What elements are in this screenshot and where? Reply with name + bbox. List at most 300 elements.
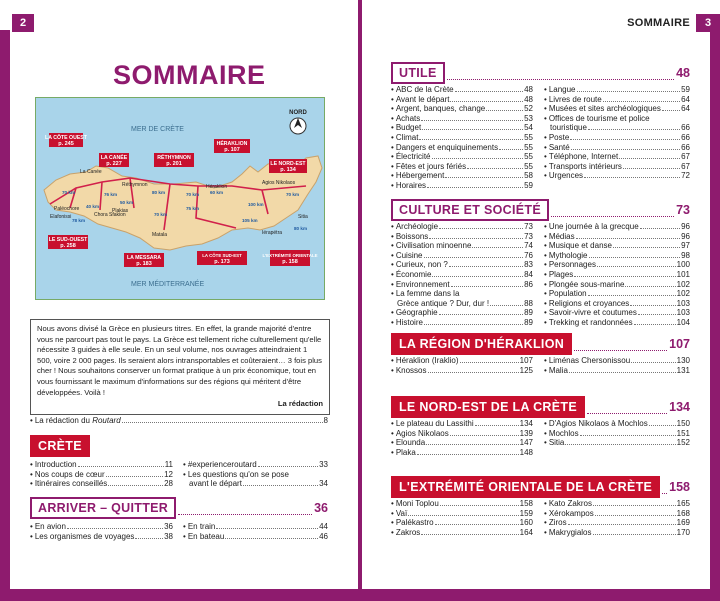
toc-entry[interactable]: • ABC de la Crète 48 <box>391 85 533 94</box>
toc-entry[interactable]: • Sitia 152 <box>544 438 690 448</box>
section-page: 73 <box>676 203 690 217</box>
toc-page: 72 <box>681 171 690 181</box>
toc-label: Plaka <box>395 447 416 457</box>
toc-page: 159 <box>519 508 533 518</box>
map-town-label: Sitia <box>298 214 308 220</box>
toc-entry[interactable]: • Musique et danse 97 <box>544 241 690 251</box>
arriver-col-1 <box>30 522 173 541</box>
toc-entry[interactable]: • Budget 54 <box>391 123 533 133</box>
intro-signature: La rédaction <box>277 399 323 409</box>
page-edge-left <box>0 30 10 589</box>
section-arriver[interactable] <box>30 497 328 519</box>
toc-label: Sitia <box>548 438 565 448</box>
toc-page: 73 <box>524 222 533 231</box>
map-town-label: Paléochore <box>54 206 80 212</box>
toc-entry[interactable]: • Palékastro 160 <box>391 518 533 528</box>
toc-page: 59 <box>681 85 690 94</box>
redaction-label: La rédaction du <box>34 416 93 425</box>
toc-label: Les questions qu'on se pose <box>187 469 289 479</box>
toc-page: 46 <box>319 531 328 541</box>
svg-text:LE SUD-OUEST: LE SUD-OUEST <box>48 237 88 243</box>
page-edge-right <box>710 30 720 589</box>
toc-entry[interactable]: • Achats 53 <box>391 113 533 123</box>
toc-page: 54 <box>524 123 533 133</box>
toc-page: 59 <box>524 180 533 190</box>
toc-label: Plongée sous-marine <box>548 279 625 289</box>
toc-entry[interactable]: • Électricité 55 <box>391 152 533 162</box>
crete-map <box>35 97 325 300</box>
toc-page: 11 <box>164 460 173 469</box>
running-head: SOMMAIRE <box>627 17 690 29</box>
toc-page: 148 <box>519 447 533 457</box>
toc-entry[interactable]: • La femme dans la Grèce antique ? Dur, dur ! 88 <box>391 289 533 308</box>
toc-page: 55 <box>524 142 533 152</box>
toc-label: Dangers et enquiquinements <box>395 142 499 152</box>
arriver-col-2 <box>183 522 328 541</box>
map-town-label: Chora Sfakion <box>94 212 126 218</box>
toc-entry[interactable]: • Héraklion (Iraklio) 107 <box>391 356 533 365</box>
toc-page: 100 <box>676 260 690 270</box>
toc-entry[interactable]: • Boissons 73 <box>391 231 533 241</box>
toc-page: 134 <box>519 419 533 428</box>
redaction-entry[interactable]: • La rédaction du Routard 8 <box>30 416 328 425</box>
toc-page: 33 <box>319 460 328 469</box>
section-4[interactable] <box>391 396 690 418</box>
toc-label: Musées et sites archéologiques <box>548 104 661 114</box>
toc-page: 89 <box>524 308 533 318</box>
map-region-label[interactable] <box>48 235 88 249</box>
toc-label: Environnement <box>395 279 450 289</box>
toc-label: Fêtes et jours fériés <box>395 161 467 171</box>
toc-entry[interactable]: • Archéologie 73 <box>391 222 533 231</box>
toc-page: 55 <box>524 161 533 171</box>
compass-icon <box>289 110 307 134</box>
section-heading: ARRIVER – QUITTER <box>30 497 176 519</box>
toc-label: Introduction <box>34 460 77 469</box>
toc-label: #experienceroutard <box>187 460 257 469</box>
toc-page: 73 <box>524 231 533 241</box>
section-page: 158 <box>669 480 690 494</box>
section-page: 48 <box>676 66 690 80</box>
map-region-label[interactable] <box>154 153 194 167</box>
toc-page: 34 <box>319 479 328 489</box>
map-town-label: Elafonissi <box>50 214 72 220</box>
toc-page: 103 <box>676 298 690 308</box>
toc-page: 98 <box>681 250 690 260</box>
toc-entry[interactable]: • Civilisation minoenne 74 <box>391 241 533 251</box>
toc-label: Mochlos <box>548 428 579 438</box>
toc-entry[interactable]: • Poste 66 <box>544 132 690 142</box>
toc-entry[interactable]: • Santé 66 <box>544 142 690 152</box>
toc-label: Archéologie <box>395 222 439 231</box>
section-heading: L'EXTRÉMITÉ ORIENTALE DE LA CRÈTE <box>391 476 660 498</box>
toc-entry[interactable]: • Les questions qu'on se pose avant le départ 34 <box>183 469 328 489</box>
toc-entry[interactable]: • Les organismes de voyages 38 <box>30 531 173 541</box>
toc-label: En train <box>187 522 216 531</box>
section-2[interactable] <box>391 199 690 221</box>
toc-page: 97 <box>681 241 690 251</box>
left-page <box>0 0 358 601</box>
toc-entry[interactable]: • Langue 59 <box>544 85 690 94</box>
svg-text:RÉTHYMNON: RÉTHYMNON <box>157 155 191 161</box>
toc-label: Offices de tourisme et police <box>548 113 650 123</box>
toc-label: Religions et croyances <box>548 298 630 308</box>
toc-entry[interactable]: • Hébergement 58 <box>391 171 533 181</box>
toc-entry[interactable]: • Fêtes et jours fériés 55 <box>391 161 533 171</box>
toc-entry[interactable]: • Climat 55 <box>391 132 533 142</box>
toc-label: Électricité <box>395 152 431 162</box>
map-region-label[interactable] <box>99 153 129 167</box>
toc-entry[interactable]: • Makrygialos 170 <box>544 527 690 537</box>
crete-col-2 <box>183 460 328 489</box>
toc-label: Malia <box>548 365 568 375</box>
page-number: 2 <box>12 14 34 32</box>
crete-col-1 <box>30 460 173 489</box>
map-distance: 75 km <box>186 206 200 211</box>
toc-entry[interactable]: • Itinéraires conseillés 28 <box>30 479 173 489</box>
toc-page: 48 <box>524 94 533 104</box>
toc-label: Les organismes de voyages <box>34 531 135 541</box>
toc-label: Agios Nikolaos <box>395 428 449 438</box>
toc-entry[interactable]: • Kato Zakros 165 <box>544 499 690 508</box>
toc-label: Trekking et randonnées <box>548 317 633 327</box>
toc-page: 150 <box>676 419 690 428</box>
toc-label: Nos coups de cœur <box>34 469 105 479</box>
toc-entry[interactable]: • Musées et sites archéologiques 64 <box>544 104 690 114</box>
toc-entry[interactable]: • Offices de tourisme et police touristique 66 <box>544 113 690 133</box>
toc-entry[interactable]: • Personnages 100 <box>544 260 690 270</box>
toc-label: Makrygialos <box>548 527 592 537</box>
map-distance: 50 km <box>120 200 134 205</box>
map-region-label[interactable] <box>45 133 88 147</box>
svg-text:LA CANÉE: LA CANÉE <box>100 155 128 161</box>
toc-label: Médias <box>548 231 575 241</box>
toc-page: 58 <box>524 171 533 181</box>
toc-page: 44 <box>319 522 328 531</box>
section-col-1 <box>391 356 533 375</box>
toc-entry[interactable]: • Téléphone, Internet 67 <box>544 152 690 162</box>
section-heading: LA RÉGION D'HÉRAKLION <box>391 333 572 355</box>
intro-text: Nous avons divisé la Grèce en plusieurs titres. En effet, la grande majorité d'entre vous ne parcourt pas tout le pays. La Grèce est tellement riche culturellement qu'elle nécessite 3 guides à elle seule. En un seul volume, nos ouvrages atteindraient 1 500, voire 2 000 pages. Ils seraient alors intransportables et coûteraient… 3 fois plus cher ! Nous souhaitons conserver un format pratique à un prix économique, tout en vous fournissant le maximum d'informations sur des régions qui méritent d'être développées. Voilà ! <box>37 324 322 397</box>
toc-page: 104 <box>676 317 690 327</box>
toc-page: 67 <box>681 161 690 171</box>
map-region-label[interactable] <box>262 250 317 266</box>
toc-entry[interactable]: • Introduction 11 <box>30 460 173 469</box>
toc-entry[interactable]: • Trekking et randonnées 104 <box>544 317 690 327</box>
toc-entry[interactable]: • Mochlos 151 <box>544 428 690 438</box>
svg-text:LE NORD-EST: LE NORD-EST <box>270 161 306 167</box>
toc-label: Transports intérieurs <box>548 161 622 171</box>
toc-entry[interactable]: • Mythologie 98 <box>544 250 690 260</box>
page-bottom-edge <box>362 589 720 601</box>
map-distance: 78 km <box>72 218 86 223</box>
map-region-label[interactable] <box>214 139 250 153</box>
section-crete[interactable] <box>30 435 90 457</box>
toc-entry[interactable]: • Xérokampos 168 <box>544 508 690 518</box>
toc-page: 86 <box>524 279 533 289</box>
map-region-label[interactable] <box>197 251 247 265</box>
toc-label: Livres de route <box>548 94 602 104</box>
svg-text:LA CÔTE SUD-EST: LA CÔTE SUD-EST <box>202 253 242 258</box>
toc-entry[interactable]: • Urgences 72 <box>544 171 690 181</box>
toc-entry[interactable]: • Environnement 86 <box>391 279 533 289</box>
map-distance: 40 km <box>86 204 100 209</box>
section-page: 36 <box>314 501 328 515</box>
toc-label: Climat <box>395 132 419 142</box>
toc-label-cont: touristique <box>550 123 587 133</box>
toc-page: 66 <box>681 142 690 152</box>
toc-entry[interactable]: • Religions et croyances 103 <box>544 298 690 308</box>
toc-page: 84 <box>524 269 533 279</box>
section-col-2 <box>544 222 690 328</box>
page-number: 3 <box>696 14 720 32</box>
toc-page: 53 <box>524 113 533 123</box>
map-town-label: Agios Nikolaos <box>262 180 296 186</box>
toc-entry[interactable]: • Plages 101 <box>544 269 690 279</box>
toc-label: Histoire <box>395 317 423 327</box>
toc-entry[interactable]: • En train 44 <box>183 522 328 531</box>
svg-text:NORD: NORD <box>289 110 307 116</box>
toc-label: La femme dans la <box>395 289 460 299</box>
map-distance: 100 km <box>248 202 264 207</box>
toc-label: Hébergement <box>395 171 445 181</box>
toc-label: Moni Toplou <box>395 499 439 508</box>
toc-page: 168 <box>676 508 690 518</box>
toc-label: En avion <box>34 522 66 531</box>
page-title: SOMMAIRE <box>113 60 266 90</box>
toc-label: Boissons <box>395 231 429 241</box>
page-bottom-edge <box>0 589 358 601</box>
toc-entry[interactable]: • Livres de route 64 <box>544 94 690 104</box>
map-town-label: Matala <box>152 232 168 238</box>
toc-entry[interactable]: • Argent, banques, change 52 <box>391 104 533 114</box>
toc-entry[interactable]: • Moni Toplou 158 <box>391 499 533 508</box>
toc-entry[interactable]: • Cuisine 76 <box>391 250 533 260</box>
redaction-page: 8 <box>323 416 328 425</box>
toc-page: 38 <box>164 531 173 541</box>
toc-page: 66 <box>681 132 690 142</box>
toc-entry[interactable]: • Zakros 164 <box>391 527 533 537</box>
toc-entry[interactable]: • Médias 96 <box>544 231 690 241</box>
svg-text:LA MESSARA: LA MESSARA <box>126 255 162 261</box>
svg-text:HÉRAKLION: HÉRAKLION <box>216 141 248 147</box>
toc-entry[interactable]: • Plaka 148 <box>391 447 533 457</box>
toc-page: 88 <box>524 298 533 308</box>
toc-page: 130 <box>676 356 690 365</box>
toc-page: 101 <box>676 269 690 279</box>
section-col-1 <box>391 222 533 328</box>
toc-page: 55 <box>524 132 533 142</box>
toc-entry[interactable]: • Liménas Chersonissou 130 <box>544 356 690 365</box>
toc-label: Xérokampos <box>548 508 594 518</box>
toc-label: Budget <box>395 123 422 133</box>
toc-label: Achats <box>395 113 421 123</box>
toc-entry[interactable]: • Géographie 89 <box>391 308 533 318</box>
toc-entry[interactable]: • Population 102 <box>544 289 690 299</box>
svg-text:p. 258: p. 258 <box>60 243 76 249</box>
toc-page: 169 <box>676 518 690 528</box>
toc-page: 64 <box>681 94 690 104</box>
toc-label: Cuisine <box>395 250 423 260</box>
map-sea-south: MER MÉDITERRANÉE <box>131 281 205 288</box>
toc-label: Héraklion (Iraklio) <box>395 356 459 365</box>
toc-label: Plages <box>548 269 574 279</box>
toc-entry[interactable]: • En bateau 46 <box>183 531 328 541</box>
toc-page: 107 <box>519 356 533 365</box>
map-town-label: La Canée <box>80 169 102 175</box>
section-3[interactable] <box>391 333 690 355</box>
toc-entry[interactable]: • Savoir-vivre et coutumes 103 <box>544 308 690 318</box>
section-col-2 <box>544 419 690 448</box>
toc-label: Avant le départ <box>395 94 450 104</box>
map-distance: 60 km <box>210 190 224 195</box>
toc-entry[interactable]: • Économie 84 <box>391 269 533 279</box>
toc-entry[interactable]: • Vaï 159 <box>391 508 533 518</box>
toc-label: Kato Zakros <box>548 499 592 508</box>
toc-label: Musique et danse <box>548 241 612 251</box>
right-page <box>362 0 720 601</box>
toc-label: Liménas Chersonissou <box>548 356 631 365</box>
section-1[interactable] <box>391 62 690 84</box>
map-svg <box>36 98 325 300</box>
toc-entry[interactable]: • Horaires 59 <box>391 180 533 190</box>
map-town-label: Iérapétra <box>262 230 283 236</box>
toc-entry[interactable]: • Le plateau du Lassithi 134 <box>391 419 533 428</box>
map-region-label[interactable] <box>124 253 164 267</box>
toc-label: Santé <box>548 142 570 152</box>
section-col-1 <box>391 419 533 457</box>
toc-page: 66 <box>681 123 690 133</box>
toc-page: 83 <box>524 260 533 270</box>
toc-label-cont: Grèce antique ? Dur, dur ! <box>397 298 490 308</box>
toc-entry[interactable]: • Knossos 125 <box>391 365 533 375</box>
toc-entry[interactable]: • En avion 36 <box>30 522 173 531</box>
toc-page: 76 <box>524 250 533 260</box>
map-distance: 76 km <box>104 192 118 197</box>
toc-entry[interactable]: • Histoire 89 <box>391 317 533 327</box>
section-col-1 <box>391 85 533 191</box>
toc-label: Argent, banques, change <box>395 104 486 114</box>
toc-page: 96 <box>681 222 690 231</box>
map-distance: 80 km <box>152 190 166 195</box>
toc-page: 96 <box>681 231 690 241</box>
toc-page: 125 <box>519 365 533 375</box>
toc-page: 164 <box>519 527 533 537</box>
map-distance: 70 km <box>154 212 168 217</box>
map-town-label: Héraklion <box>206 184 228 190</box>
toc-label: ABC de la Crète <box>395 85 454 94</box>
toc-label-cont: avant le départ <box>189 479 242 489</box>
toc-page: 147 <box>519 438 533 448</box>
toc-page: 48 <box>524 85 533 94</box>
map-sea-north: MER DE CRÈTE <box>131 126 184 133</box>
toc-entry[interactable]: • Malia 131 <box>544 365 690 375</box>
section-5[interactable] <box>391 476 690 498</box>
section-col-2 <box>544 85 690 181</box>
toc-page: 36 <box>164 522 173 531</box>
toc-page: 28 <box>164 479 173 489</box>
map-town-label: Réthymnon <box>122 182 148 188</box>
toc-page: 52 <box>524 104 533 114</box>
toc-label: Savoir-vivre et coutumes <box>548 308 637 318</box>
toc-entry[interactable]: • Avant le départ 48 <box>391 94 533 104</box>
toc-entry[interactable]: • Dangers et enquiquinements 55 <box>391 142 533 152</box>
toc-entry[interactable]: • Ziros 169 <box>544 518 690 528</box>
toc-label: Géographie <box>395 308 438 318</box>
section-heading: CRÈTE <box>30 435 90 457</box>
toc-label: En bateau <box>187 531 225 541</box>
toc-entry[interactable]: • D'Agios Nikolaos à Mochlos 150 <box>544 419 690 428</box>
toc-label: Économie <box>395 269 432 279</box>
toc-entry[interactable]: • Plongée sous-marine 102 <box>544 279 690 289</box>
toc-page: 152 <box>676 438 690 448</box>
toc-entry[interactable]: • Elounda 147 <box>391 438 533 448</box>
toc-page: 12 <box>164 469 173 479</box>
svg-text:p. 158: p. 158 <box>282 259 298 265</box>
toc-entry[interactable]: • Agios Nikolaos 139 <box>391 428 533 438</box>
toc-label: Langue <box>548 85 576 94</box>
toc-page: 160 <box>519 518 533 528</box>
intro-box <box>30 319 330 415</box>
toc-page: 131 <box>676 365 690 375</box>
toc-page: 67 <box>681 152 690 162</box>
section-heading: UTILE <box>391 62 445 84</box>
svg-text:p. 245: p. 245 <box>58 141 74 147</box>
section-col-2 <box>544 499 690 537</box>
toc-entry[interactable]: • Une journée à la grecque 96 <box>544 222 690 231</box>
toc-page: 89 <box>524 317 533 327</box>
section-col-1 <box>391 499 533 537</box>
toc-page: 55 <box>524 152 533 162</box>
toc-page: 170 <box>676 527 690 537</box>
map-distance: 70 km <box>62 190 76 195</box>
map-distance: 80 km <box>294 226 308 231</box>
svg-text:L'EXTRÉMITÉ ORIENTALE: L'EXTRÉMITÉ ORIENTALE <box>262 253 318 258</box>
toc-label: Poste <box>548 132 570 142</box>
toc-label: Knossos <box>395 365 427 375</box>
toc-entry[interactable]: • #experienceroutard 33 <box>183 460 328 469</box>
toc-page: 64 <box>681 104 690 114</box>
svg-text:p. 107: p. 107 <box>224 147 240 153</box>
svg-text:p. 183: p. 183 <box>136 261 152 267</box>
toc-label: D'Agios Nikolaos à Mochlos <box>548 419 648 428</box>
toc-label: Le plateau du Lassithi <box>395 419 474 428</box>
map-region-label[interactable] <box>269 159 307 173</box>
toc-entry[interactable]: • Transports intérieurs 67 <box>544 161 690 171</box>
toc-label: Palékastro <box>395 518 434 528</box>
map-distance: 70 km <box>286 192 300 197</box>
svg-text:p. 134: p. 134 <box>280 167 296 173</box>
toc-label: Curieux, non ? <box>395 260 448 270</box>
svg-text:LA CÔTE OUEST: LA CÔTE OUEST <box>45 135 87 141</box>
toc-page: 102 <box>676 289 690 299</box>
svg-text:p. 227: p. 227 <box>106 161 122 167</box>
toc-label: Téléphone, Internet <box>548 152 619 162</box>
toc-page: 151 <box>676 428 690 438</box>
toc-label: Mythologie <box>548 250 588 260</box>
toc-page: 74 <box>524 241 533 251</box>
svg-text:p. 173: p. 173 <box>214 259 230 265</box>
toc-label: Zakros <box>395 527 421 537</box>
toc-label: Vaï <box>395 508 408 518</box>
toc-label: Urgences <box>548 171 584 181</box>
section-page: 134 <box>669 400 690 414</box>
toc-entry[interactable]: • Curieux, non ? 83 <box>391 260 533 270</box>
toc-entry[interactable]: • Nos coups de cœur 12 <box>30 469 173 479</box>
map-distance: 70 km <box>186 192 200 197</box>
toc-label: Horaires <box>395 180 427 190</box>
toc-label: Une journée à la grecque <box>548 222 639 231</box>
